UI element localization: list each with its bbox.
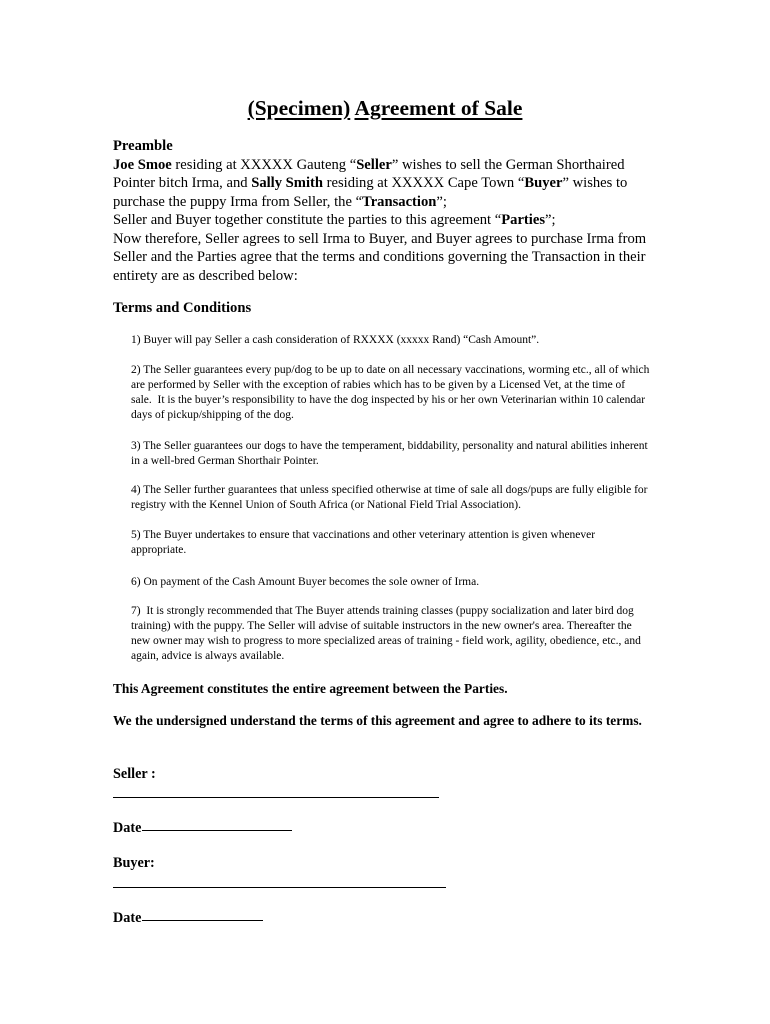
title-prefix: (Specimen) xyxy=(247,96,351,120)
buyer-date-label: Date xyxy=(113,910,142,926)
undersigned-statement: We the undersigned understand the terms of this agreement and agree to adhere to its terms. xyxy=(113,713,642,728)
document-title xyxy=(0,94,770,122)
entire-agreement-statement: This Agreement constitutes the entire agreement between the Parties. xyxy=(113,681,508,696)
preamble-text: ” wishes to purchase the puppy Irma from Seller, the “ xyxy=(113,175,628,210)
clause-5: 5) The Buyer undertakes to ensure that vaccinations and other veterinary attention is given whenever appropriate. xyxy=(131,529,596,556)
seller-date-line[interactable] xyxy=(142,830,292,831)
buyer-name: Sally Smith xyxy=(251,175,323,191)
terms-heading: Terms and Conditions xyxy=(113,300,252,316)
parties-defined-term: Parties xyxy=(501,212,545,228)
clause-2: 2) The Seller guarantees every pup/dog to be up to date on all necessary vaccinations, worming etc., all of which are performed by Seller with the exception of rabies which has to be given by a Licensed Vet, at the time of sale. It is the buyer’s responsibility to have the dog inspected by his or her own Veterinarian within 10 calendar days of pickup/shipping of the dog. xyxy=(131,364,650,421)
buyer-signature-label: Buyer: xyxy=(113,855,155,871)
preamble-text: Seller and Buyer together constitute the parties to this agreement “ xyxy=(113,212,502,228)
seller-defined-term: Seller xyxy=(356,156,392,173)
clause-3: 3) The Seller guarantees our dogs to have the temperament, biddability, personality and natural abilities inherent in a well-bred German Shorthair Pointer. xyxy=(131,440,648,467)
seller-date-label: Date xyxy=(113,820,142,836)
preamble-parties-paragraph xyxy=(113,156,668,212)
transaction-defined-term: Transaction xyxy=(362,193,437,210)
seller-signature-line[interactable] xyxy=(113,797,439,798)
seller-date-field xyxy=(113,819,292,837)
title-main: Agreement of Sale xyxy=(354,96,523,120)
preamble-heading: Preamble xyxy=(113,138,173,154)
clause-1: 1) Buyer will pay Seller a cash consideration of RXXXX (xxxxx Rand) “Cash Amount”. xyxy=(131,334,540,346)
seller-name: Joe Smoe xyxy=(113,156,172,173)
buyer-date-field xyxy=(113,909,263,927)
buyer-date-line[interactable] xyxy=(142,920,263,921)
preamble-parties-definition xyxy=(113,211,668,230)
preamble-text: ” wishes to sell the German Shorthaired Pointer bitch Irma, and xyxy=(113,156,625,191)
clause-4: 4) The Seller further guarantees that unless specified otherwise at time of sale all dogs/pups are fully eligible for registry with the Kennel Union of South Africa (or National Field Trial Association). xyxy=(131,484,648,511)
preamble-text: ”; xyxy=(545,212,556,228)
buyer-defined-term: Buyer xyxy=(524,175,563,191)
seller-signature-label: Seller : xyxy=(113,766,156,782)
buyer-signature-line[interactable] xyxy=(113,887,446,888)
preamble-text: residing at XXXXX Cape Town “ xyxy=(322,175,525,191)
preamble-text: residing at XXXXX Gauteng “ xyxy=(171,156,357,173)
preamble-text: ”; xyxy=(436,193,447,210)
preamble-section xyxy=(113,137,668,285)
clause-6: 6) On payment of the Cash Amount Buyer becomes the sole owner of Irma. xyxy=(131,576,480,588)
clause-7: 7) It is strongly recommended that The Buyer attends training classes (puppy socialization and later bird dog training) with the puppy. The Seller will advise of suitable instructors in the new owner's area. Thereafter the new owner may wish to progress to more specialized areas of training - field work, agility, obedience, etc., and again, advice is always available. xyxy=(131,605,641,662)
preamble-now-therefore: Now therefore, Seller agrees to sell Irma to Buyer, and Buyer agrees to purchase Irma from Seller and the Parties agree that the terms and conditions governing the Transaction in their entirety are as described below: xyxy=(113,230,647,284)
